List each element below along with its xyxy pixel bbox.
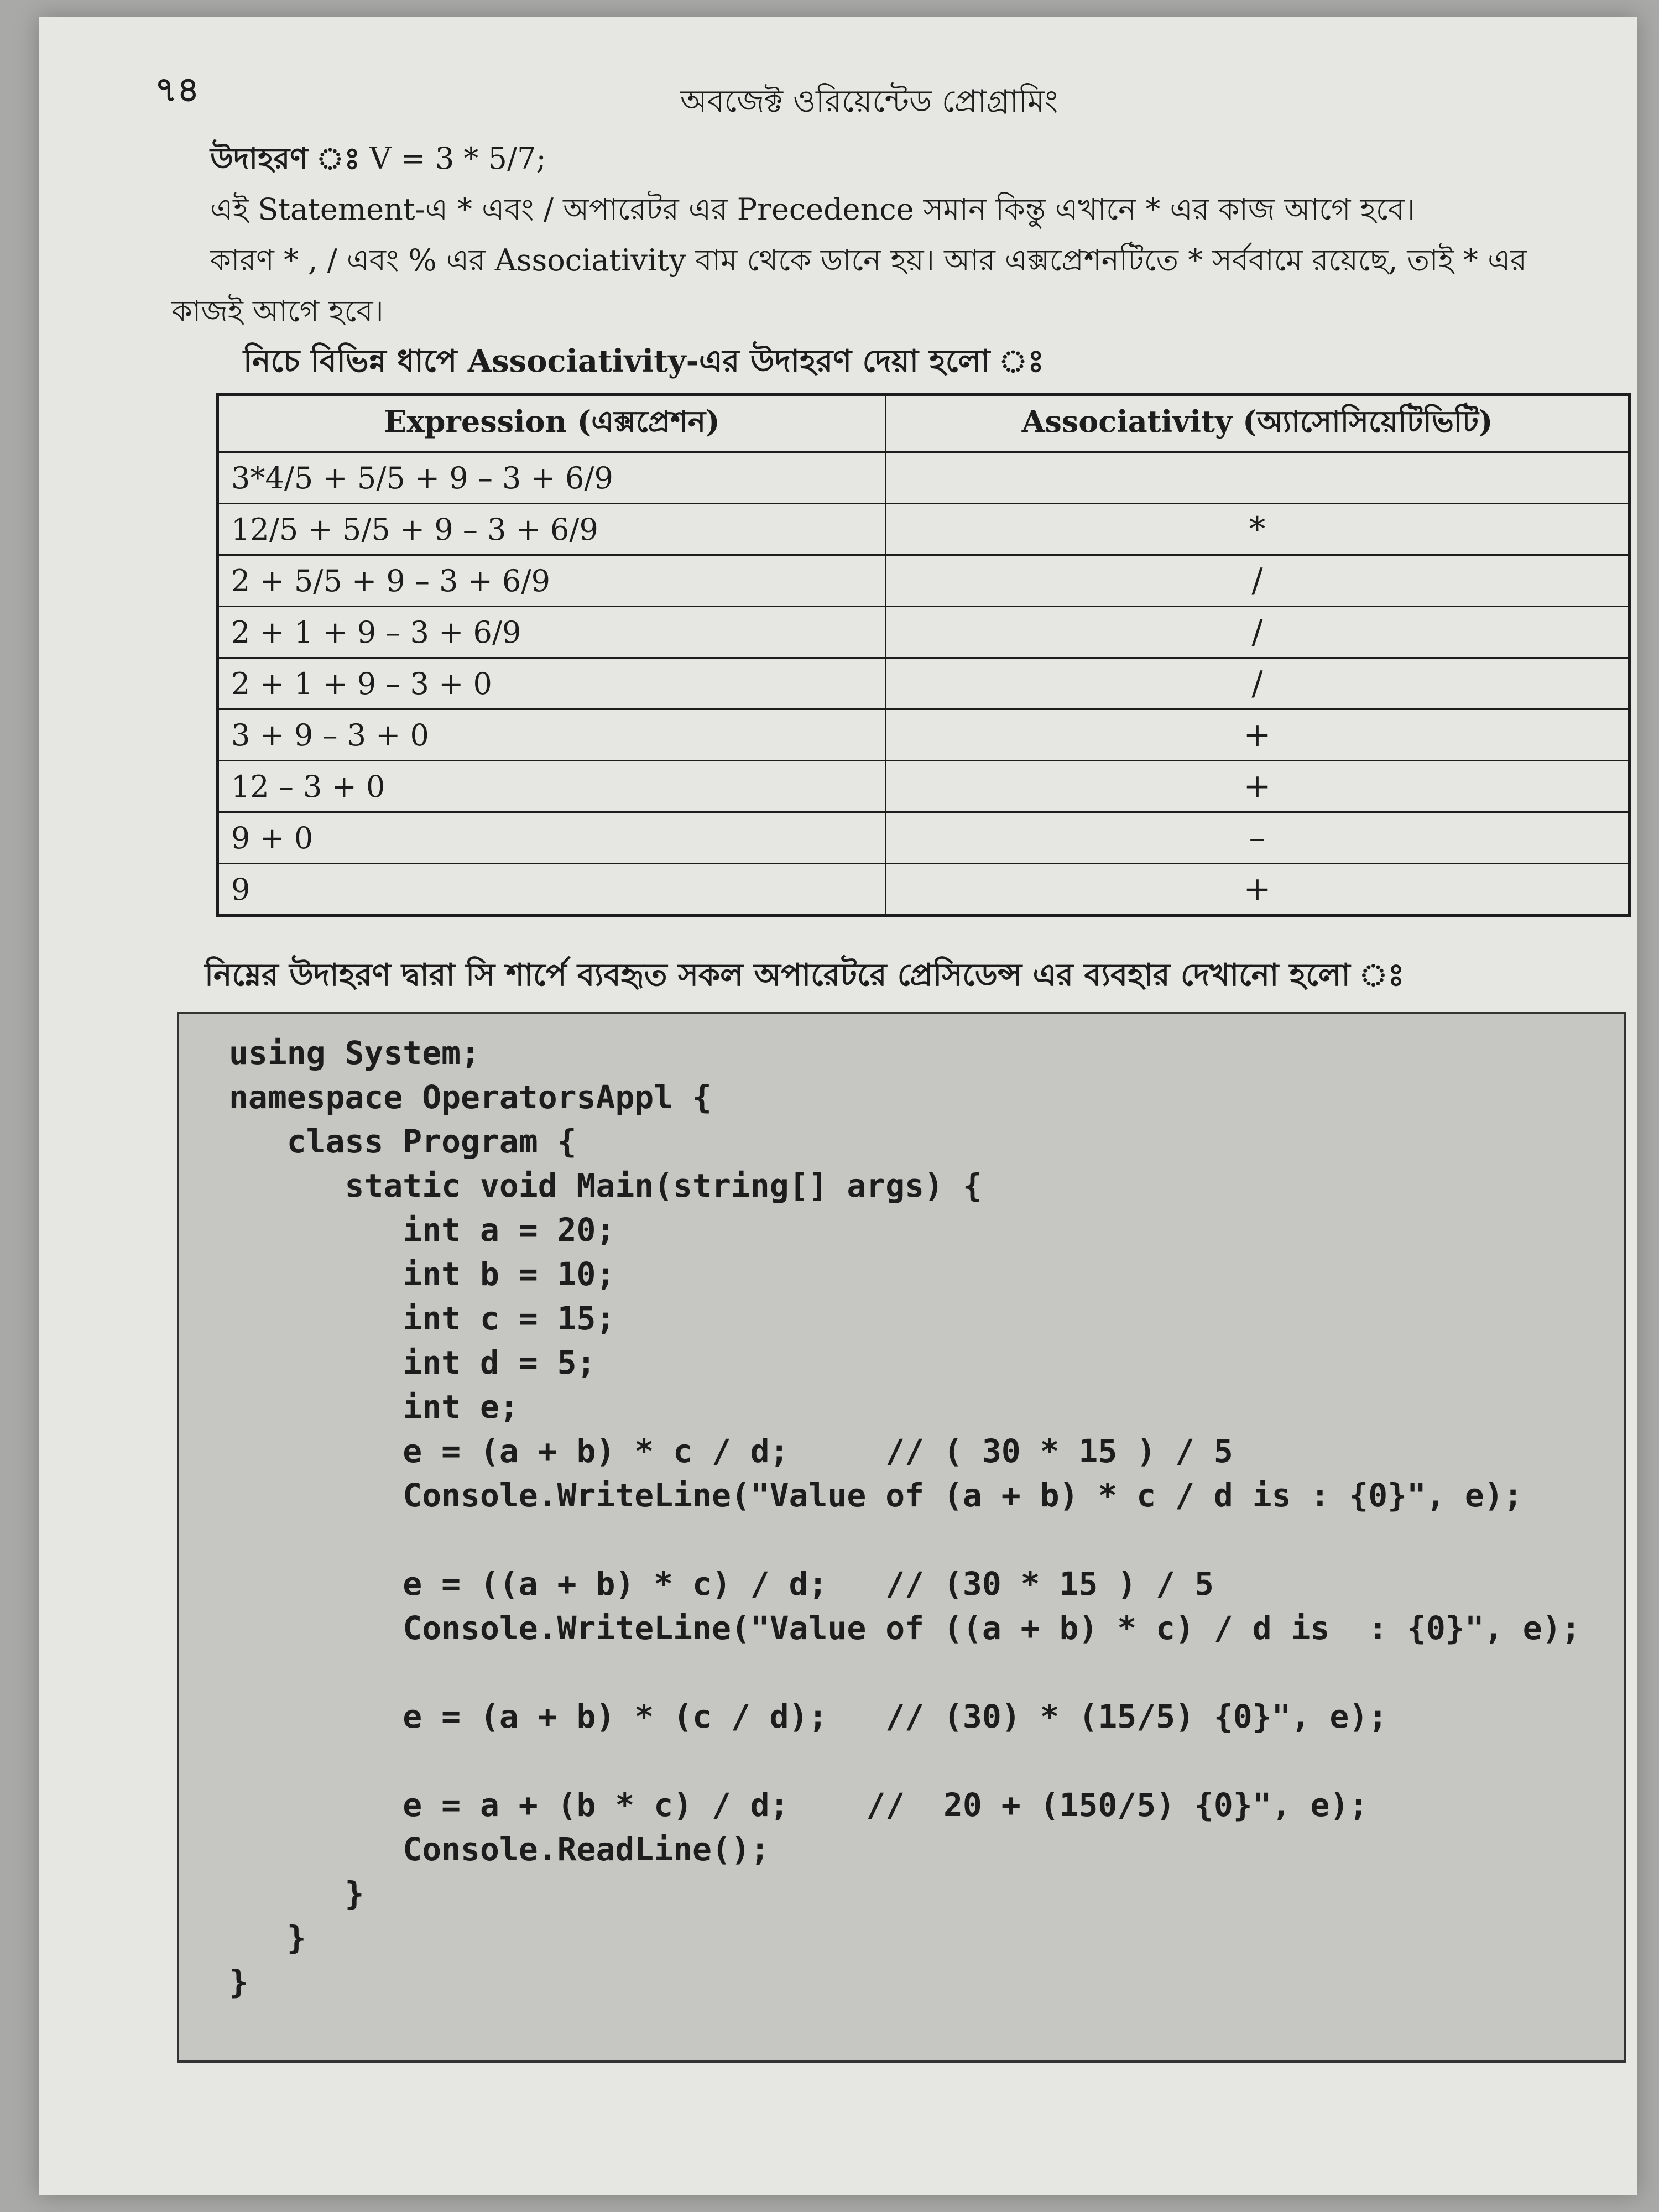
book-page bbox=[39, 17, 1637, 2195]
page-number: ৭৪ bbox=[155, 69, 200, 109]
code-line: class Program { bbox=[229, 1123, 577, 1160]
example-line-2: কারণ * , / এবং % এর Associativity বাম থেকে ডানে হয়। আর এক্সপ্রেশনটিতে * সর্ববামে রয়েছে, তাই * এর bbox=[210, 243, 1527, 278]
code-line: e = ((a + b) * c) / d; // (30 * 15 ) / 5 bbox=[229, 1565, 1214, 1603]
example-line-3: কাজই আগে হবে। bbox=[171, 294, 384, 328]
expression-cell: 9 bbox=[217, 864, 886, 916]
expression-cell: 2 + 5/5 + 9 – 3 + 6/9 bbox=[217, 555, 886, 607]
expression-cell: 2 + 1 + 9 – 3 + 6/9 bbox=[217, 607, 886, 658]
associativity-cell: / bbox=[886, 658, 1630, 709]
code-line: } bbox=[229, 1963, 248, 2001]
table-row bbox=[217, 607, 1630, 658]
example-paragraph bbox=[171, 133, 1604, 337]
code-intro: নিম্নের উদাহরণ দ্বারা সি শার্পে ব্যবহৃত সকল অপারেটরে প্রেসিডেন্স এর ব্যবহার দেখানো হলো ঃ bbox=[205, 957, 1405, 993]
associativity-cell: + bbox=[886, 761, 1630, 812]
table-row bbox=[217, 709, 1630, 761]
table-row bbox=[217, 555, 1630, 607]
associativity-table bbox=[216, 393, 1631, 917]
code-line bbox=[229, 1650, 1624, 1694]
associativity-cell: / bbox=[886, 607, 1630, 658]
code-line: e = (a + b) * c / d; // ( 30 * 15 ) / 5 bbox=[229, 1432, 1233, 1470]
expression-cell: 9 + 0 bbox=[217, 812, 886, 864]
code-line bbox=[229, 1739, 1624, 1783]
code-line: e = (a + b) * (c / d); // (30) * (15/5) {0}", e); bbox=[229, 1698, 1388, 1735]
code-line: } bbox=[229, 1919, 306, 1957]
example-heading bbox=[210, 133, 1604, 184]
code-line: int d = 5; bbox=[229, 1344, 596, 1381]
table-row bbox=[217, 658, 1630, 709]
code-line: int b = 10; bbox=[229, 1255, 615, 1293]
table-row bbox=[217, 452, 1630, 504]
expression-cell: 12 – 3 + 0 bbox=[217, 761, 886, 812]
associativity-cell: + bbox=[886, 864, 1630, 916]
associativity-header: Associativity (অ্যাসোসিয়েটিভিটি) bbox=[886, 394, 1630, 452]
table-caption: নিচে বিভিন্ন ধাপে Associativity-এর উদাহরণ দেয়া হলো ঃ bbox=[243, 343, 1045, 379]
example-label: উদাহরণ ঃ bbox=[210, 140, 361, 176]
running-header: অবজেক্ট ওরিয়েন্টেড প্রোগ্রামিং bbox=[680, 84, 1058, 119]
expression-cell: 3 + 9 – 3 + 0 bbox=[217, 709, 886, 761]
associativity-cell: * bbox=[886, 504, 1630, 555]
table-header-row bbox=[217, 394, 1630, 452]
associativity-cell: + bbox=[886, 709, 1630, 761]
associativity-cell bbox=[886, 452, 1630, 504]
associativity-cell: – bbox=[886, 812, 1630, 864]
code-line: using System; bbox=[229, 1034, 480, 1072]
code-line bbox=[229, 1517, 1624, 1562]
associativity-cell: / bbox=[886, 555, 1630, 607]
table-row bbox=[217, 864, 1630, 916]
code-line: Console.WriteLine("Value of ((a + b) * c) / d is : {0}", e); bbox=[229, 1609, 1581, 1647]
expression-cell: 2 + 1 + 9 – 3 + 0 bbox=[217, 658, 886, 709]
code-line: } bbox=[229, 1875, 364, 1912]
code-line: int e; bbox=[229, 1388, 519, 1426]
code-line: int a = 20; bbox=[229, 1211, 615, 1249]
code-line: e = a + (b * c) / d; // 20 + (150/5) {0}", e); bbox=[229, 1786, 1369, 1824]
table-row bbox=[217, 504, 1630, 555]
example-line-1: এই Statement-এ * এবং / অপারেটর এর Precedence সমান কিন্তু এখানে * এর কাজ আগে হবে। bbox=[210, 192, 1416, 227]
code-line: static void Main(string[] args) { bbox=[229, 1167, 982, 1204]
code-line: Console.WriteLine("Value of (a + b) * c / d is : {0}", e); bbox=[229, 1477, 1523, 1514]
expression-cell: 3*4/5 + 5/5 + 9 – 3 + 6/9 bbox=[217, 452, 886, 504]
code-line: Console.ReadLine(); bbox=[229, 1830, 770, 1868]
table-row bbox=[217, 761, 1630, 812]
expression-cell: 12/5 + 5/5 + 9 – 3 + 6/9 bbox=[217, 504, 886, 555]
code-line: int c = 15; bbox=[229, 1300, 615, 1337]
code-line: namespace OperatorsAppl { bbox=[229, 1078, 712, 1116]
example-statement: V = 3 * 5/7; bbox=[369, 141, 546, 176]
expression-header: Expression (এক্সপ্রেশন) bbox=[217, 394, 886, 452]
table-row bbox=[217, 812, 1630, 864]
code-listing bbox=[177, 1012, 1626, 2063]
